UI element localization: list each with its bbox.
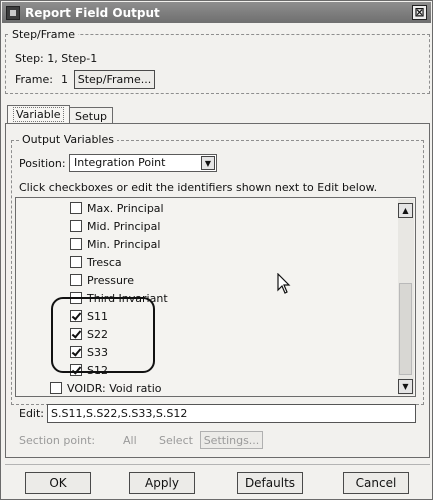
list-item[interactable] (70, 272, 134, 288)
scroll-up-icon[interactable]: ▲ (398, 203, 413, 218)
checkbox[interactable] (70, 274, 82, 286)
position-label: Position: (19, 157, 66, 170)
close-icon[interactable]: ⊠ (412, 5, 427, 20)
mouse-pointer-icon (277, 273, 291, 295)
list-item-label: S22 (87, 327, 108, 341)
apply-button[interactable] (129, 472, 195, 494)
step-frame-button[interactable]: Step/Frame... (74, 70, 155, 89)
output-variables-group-label: Output Variables (19, 133, 117, 146)
list-item-label: Pressure (87, 273, 134, 287)
list-item-label: S11 (87, 309, 108, 323)
defaults-button[interactable] (237, 472, 303, 494)
list-item[interactable] (70, 200, 164, 216)
tab-variable-label: Variable (13, 107, 64, 122)
scrollbar-thumb[interactable] (399, 283, 412, 375)
apply-button-label: Apply (145, 476, 179, 490)
cancel-button[interactable] (343, 472, 409, 494)
title-bar[interactable] (2, 2, 431, 23)
list-item-label: S12 (87, 363, 108, 377)
window-title: Report Field Output (25, 5, 160, 20)
tab-variable[interactable] (7, 105, 70, 124)
selection-highlight-ring (51, 297, 155, 373)
list-item[interactable] (70, 218, 160, 234)
chevron-down-icon[interactable]: ▼ (201, 156, 215, 170)
tab-setup[interactable] (69, 107, 113, 124)
list-item[interactable] (70, 236, 160, 252)
list-item-label: Min. Principal (87, 237, 161, 251)
app-icon (6, 6, 20, 20)
defaults-button-label: Defaults (244, 476, 296, 490)
instructions-text: Click checkboxes or edit the identifiers shown next to Edit below. (19, 181, 378, 194)
frame-value: 1 (61, 73, 68, 86)
scroll-down-icon[interactable]: ▼ (398, 379, 413, 394)
list-item-label: S33 (87, 345, 108, 359)
edit-label: Edit: (19, 407, 45, 420)
section-point-label: Section point: (19, 434, 96, 447)
checkbox[interactable] (50, 382, 62, 394)
checkbox[interactable] (70, 220, 82, 232)
section-point-settings-button[interactable]: Settings... (200, 431, 263, 449)
checkbox[interactable] (70, 238, 82, 250)
list-item-label: Max. Principal (87, 201, 164, 215)
list-item-label: VOIDR: Void ratio (67, 381, 162, 395)
step-text: Step: 1, Step-1 (15, 52, 98, 65)
list-item[interactable] (50, 380, 162, 396)
tab-setup-label: Setup (75, 110, 108, 123)
position-select[interactable] (69, 154, 217, 172)
list-item-label: Tresca (87, 255, 122, 269)
position-select-value: Integration Point (74, 156, 166, 169)
section-point-select-radio[interactable]: Select (159, 434, 193, 447)
step-frame-group-label: Step/Frame (9, 28, 78, 41)
checkbox[interactable] (70, 256, 82, 268)
ok-button-label: OK (49, 476, 67, 490)
list-item-label: Mid. Principal (87, 219, 161, 233)
checkbox[interactable] (70, 202, 82, 214)
divider (5, 464, 430, 465)
list-item-label: Third Invariant (87, 291, 168, 305)
list-scrollbar[interactable] (398, 199, 414, 395)
list-item[interactable] (70, 254, 122, 270)
cancel-button-label: Cancel (355, 476, 397, 490)
edit-field[interactable]: S.S11,S.S22,S.S33,S.S12 (47, 404, 416, 423)
section-point-all-radio[interactable]: All (123, 434, 137, 447)
ok-button[interactable] (25, 472, 91, 494)
frame-label: Frame: (15, 73, 53, 86)
